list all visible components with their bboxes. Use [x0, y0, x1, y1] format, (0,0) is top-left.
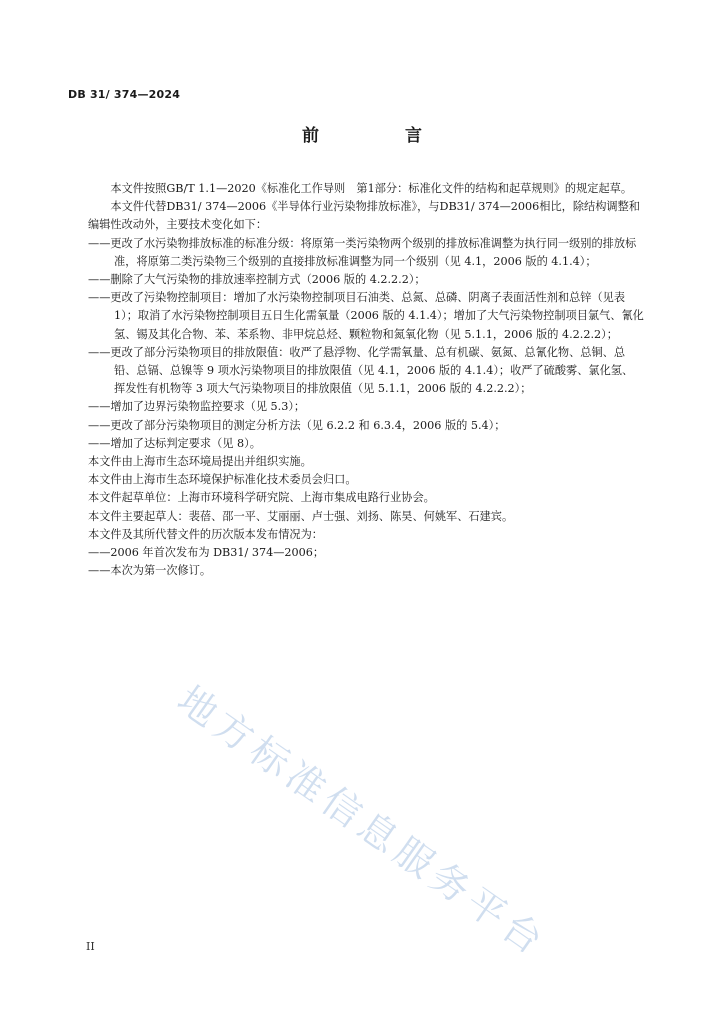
paragraph-drafting-rules: 本文件按照GB/T 1.1—2020《标准化工作导则 第1部分：标准化文件的结构和起草规则》的规定起草。 [110, 182, 633, 195]
change-item: ——更改了污染物控制项目：增加了水污染物控制项目石油类、总氮、总磷、阴离子表面活性剂和总锌（见表 1）；取消了水污染物控制项目五日生化需氧量（2006 版的 4.1.4）；增加了大气污染物控制项目氯气、氰化氢、锡及其化合物、苯、苯系物、非甲烷总烃、颗粒物和氮氧化物（见 5.1.1，2006 版的 4.2.2.2）； [88, 291, 644, 341]
paragraph-drafting-units: 本文件起草单位：上海市环境科学研究院、上海市集成电路行业协会。 [88, 491, 435, 505]
history-item: ——本次为第一次修订。 [88, 564, 212, 578]
document-code: DB 31/ 374—2024 [68, 88, 181, 101]
changes-list [88, 235, 644, 453]
paragraph-replacement: 本文件代替DB31/ 374—2006《半导体行业污染物排放标准》，与DB31/ 374—2006相比，除结构调整和编辑性改动外，主要技术变化如下： [88, 200, 640, 232]
history-item: ——2006 年首次发布为 DB31/ 374—2006； [88, 546, 325, 560]
paragraph-proposer: 本文件由上海市生态环境局提出并组织实施。 [88, 455, 312, 469]
page-number: II [86, 940, 95, 953]
watermark-text: 地方标准信息服务平台 [169, 677, 556, 966]
change-item: ——增加了边界污染物监控要求（见 5.3）； [88, 400, 306, 414]
page-title: 前 言 [302, 126, 462, 146]
change-item: ——更改了部分污染物项目的排放限值：收严了悬浮物、化学需氧量、总有机碳、氨氮、总氰化物、总铜、总铅、总镉、总镍等 9 项水污染物项目的排放限值（见 4.1，2006 版的 4.1.4）；收严了硫酸雾、氯化氢、挥发性有机物等 3 项大气污染物项目的排放限值（见 5.1.1，2006 版的 4.2.2.2）； [88, 345, 634, 396]
paragraph-drafters: 本文件主要起草人：裴蓓、邵一平、艾丽丽、卢士强、刘扬、陈昊、何姚军、石建宾。 [88, 509, 514, 523]
change-item: ——增加了达标判定要求（见 8）。 [88, 436, 261, 450]
change-item: ——更改了水污染物排放标准的标准分级：将原第一类污染物两个级别的排放标准调整为执行同一级别的排放标准，将原第二类污染物三个级别的直接排放标准调整为同一个级别（见 4.1，2006 版的 4.1.4）； [88, 236, 637, 268]
paragraph-history-intro: 本文件及其所代替文件的历次版本发布情况为： [88, 527, 323, 541]
change-item: ——删除了大气污染物的排放速率控制方式（2006 版的 4.2.2.2）； [88, 273, 426, 287]
document-body [88, 180, 644, 580]
history-list [88, 544, 644, 580]
paragraph-committee: 本文件由上海市生态环境保护标准化技术委员会归口。 [88, 473, 357, 487]
change-item: ——更改了部分污染物项目的测定分析方法（见 6.2.2 和 6.3.4，2006 版的 5.4）； [88, 418, 506, 432]
